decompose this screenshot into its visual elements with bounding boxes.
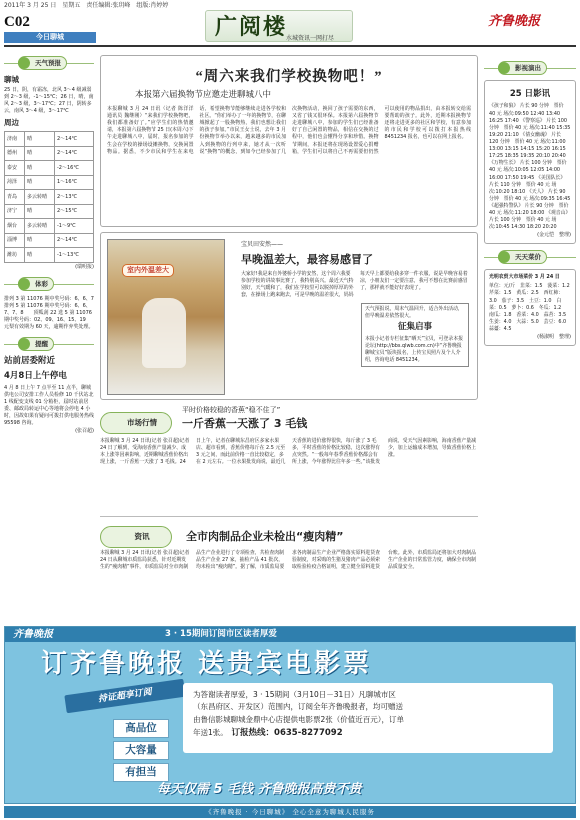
weather-condition: 晴: [25, 233, 55, 248]
left-column: [4, 50, 100, 435]
ad-top-stripe: [5, 627, 575, 642]
city-forecast: 25 日，阴，有霜冻，北风 3～4 级减弱到 2～3 级，-1～15℃；26 日，晴，南风 2～3 级，3～17℃；27 日，阴转多云，南风 3～4 级，3～17℃: [4, 87, 94, 115]
lottery-heading: 体彩: [4, 277, 94, 291]
city-name: 聊城: [4, 75, 19, 84]
article-kicker: 宝贝田安然——: [241, 241, 284, 248]
article-banana-price: [100, 402, 478, 514]
price-box: [484, 269, 576, 346]
ad-ribbon: 持证超享订阅: [64, 679, 185, 714]
weather-condition: 多云转晴: [25, 190, 55, 205]
weather-condition: 多云转晴: [25, 219, 55, 234]
date-line: 2011年 3 月 25 日 星期五 责任编辑:张玥峰 组版:肖婷婷: [4, 2, 169, 9]
weather-city: 烟台: [5, 219, 25, 234]
article-subheadline: 本报第六届换物节应邀走进聊城八中: [135, 89, 272, 100]
weather-icon: [18, 57, 30, 69]
weather-temp: 2～14℃: [55, 233, 94, 248]
ad-pill: 高品位: [113, 719, 169, 738]
reminder-heading: 提醒: [4, 337, 94, 351]
weather-city: 潍坊: [5, 248, 25, 263]
weather-row: [5, 248, 94, 263]
notice-source: (张召超): [75, 428, 94, 435]
article-headline: 一斤香蕉一天涨了 3 毛钱: [182, 417, 308, 430]
ad-slogan: 每天仅需 5 毛钱 齐鲁晚报高贵不贵: [157, 782, 362, 797]
column-slogan: 水城资讯一网打尽: [286, 35, 335, 42]
weather-city: 青岛: [5, 190, 25, 205]
subscription-ad: [4, 626, 576, 804]
weather-city: 泰安: [5, 161, 25, 176]
box-intro: 天气预报说，周末气温回升，适合外出活动，但早晚温差依然很大。: [365, 306, 463, 320]
article-headline: 早晚温差大，最容易感冒了: [241, 253, 373, 266]
price-heading: 天天菜价: [484, 250, 576, 264]
weather-temp: -1～9℃: [55, 219, 94, 234]
weather-temp: 1～16℃: [55, 175, 94, 190]
weather-condition: 晴: [25, 204, 55, 219]
weather-condition: 晴: [25, 175, 55, 190]
film-icon: [498, 62, 510, 74]
movie-title: 25 日影讯: [509, 89, 551, 99]
ad-info-line: 年送1张。: [193, 728, 225, 738]
ad-info-box: [183, 683, 553, 753]
weather-source: (瑞明报): [75, 263, 94, 270]
weather-row: [5, 132, 94, 147]
price-source: (杨淑明 整理): [537, 334, 571, 341]
notice-headline-2: 4月8日上午停电: [4, 370, 67, 381]
notice-body: 4 月 8 日上午 7 点半至 11 点半，聊城供电公司安排工作人员检修 10 千伏站北 1 线配变支线 01 分箱柜，届时站前居委、邮政局转运中心等地将会停电 4 小时，因故如果有疑问可拨打供电服务热线 95598 咨询。: [4, 385, 95, 427]
page-footer: 《齐鲁晚报 · 今日聊城》 全心全意为聊城人民服务: [4, 806, 576, 818]
movie-heading: 影视演出: [484, 61, 576, 75]
weather-row: [5, 233, 94, 248]
article-kicker: 平时价格较稳的香蕉“稳不住了”: [182, 406, 281, 414]
lottery-icon: [18, 278, 30, 290]
article-headline: 全市肉制品企业未检出“瘦肉精”: [186, 530, 344, 543]
notice-headline: 站前居委附近: [4, 355, 56, 366]
weather-condition: 晴: [25, 161, 55, 176]
weather-city: 济南: [5, 132, 25, 147]
article-cold-warning: [100, 232, 478, 400]
weather-row: [5, 146, 94, 161]
child-photo: [107, 239, 225, 395]
ad-headline: 订齐鲁晚报 送贵宾电影票: [41, 649, 373, 679]
section-name: 今日聊城: [4, 32, 96, 43]
nearby-heading: 周边: [4, 118, 19, 128]
article-meat-check: [100, 516, 478, 622]
weather-city: 淄博: [5, 233, 25, 248]
child-figure: [142, 298, 186, 368]
weather-temp: 2～14℃: [55, 132, 94, 147]
weather-temp: 2～13℃: [55, 190, 94, 205]
weather-temp: -1～13℃: [55, 248, 94, 263]
weather-row: [5, 219, 94, 234]
weather-temp: 2～14℃: [55, 146, 94, 161]
section-tag: 资讯: [100, 526, 172, 548]
weather-row: [5, 161, 94, 176]
article-body: 本报聊城 3 月 24 日讯(记者 张召超)记者 24 日了解到，受海南香蕉产量减少、成本上涨等因素影响，近期聊城香蕉价格出现上涨，一斤香蕉一天涨了 3 毛钱。24 日上午，记者在聊城东昌府区多家水果店、超市看到，香蕉价格每斤在 2.5 元至 3 元之间，而此前价格一直比较稳定，多在 2 元左右。一位水果批发商说，最近几天香蕉的进价涨得很快，每斤涨了 3 毛多，平时香蕉的价格比较稳，这次涨得有点突然。“一般每年春季香蕉价格都会有所上涨，今年涨得比往年多一些。”该批发商说，受天气因素影响，海南香蕉产量减少，加上运输成本增加，导致香蕉价格上涨。: [100, 438, 477, 466]
page-number: C02: [4, 14, 30, 30]
price-title: 光明农贸大市场菜价 3 月 24 日: [489, 274, 560, 281]
weather-heading: 天气预报: [4, 56, 94, 70]
box-title: 征集启事: [397, 322, 432, 333]
ad-hotline: 订报热线：0635-8277092: [231, 728, 343, 739]
weather-table: [4, 131, 94, 263]
newspaper-logo: 齐鲁晚报: [488, 13, 541, 28]
box-body: 本报小记者专栏征集“晒天”宝贝，可登录本报论坛(http://bbs.qlwb.com.cn)中“齐鲁晚报聊城宝贝”版块报名，上传宝贝照片及个人介绍，咨询电话 8451234。: [365, 335, 463, 363]
right-column: [484, 55, 576, 346]
price-list: 单位：元/斤 韭菜：1.5 菠菜：1.2 芹菜：1.5 黄瓜：2.5 西红柿：3.0 茄子：3.5 土豆：1.0 白菜：0.5 萝卜：0.6 冬瓜：1.2 南瓜：1.8 香菜：4.0 蒜苔：3.5 生姜：4.0 大蒜：5.0 芸豆：6.0 蒜薹：4.5: [489, 283, 575, 332]
movie-box: [484, 80, 576, 244]
article-body: 本报聊城 3 月 24 日讯(记者 张召超)记者 24 日从聊城市质监局获悉，针对近期发生的“瘦肉精”事件，市质监局对全市肉制品生产企业进行了专项检查，共检查肉制品生产企业 27 家，抽检产品 41 批次，均未检出“瘦肉精”。据了解，市质监局要求各肉制品生产企业严格落实原料进货查验制度，对采购的生猪及猪肉产品必须索取检验检疫合格证明，建立健全原料进货台账。此外，市质监局还将加大对肉制品生产企业的日常监管力度，确保全市肉制品质量安全。: [100, 550, 477, 571]
weather-city: 菏泽: [5, 175, 25, 190]
column-title: 广阅楼: [215, 14, 288, 39]
ad-brand: 齐鲁晚报: [13, 629, 53, 640]
ad-top-line: 3 · 15期间订阅市区读者厚爱: [165, 629, 277, 639]
article-body: 本报聊城 3 月 24 日讯（记者 陈洋洋 通讯员 魏继刚）“来我们学校换物吧，我们都准备好了。”应学生们的热情邀请，本报第六届换物节 25 日(本周六)下午走进聊城八中，届时，报名参加的学生会在学校的操场设摊换物，交换闲置物品。据悉，不少市民和学生在来电话，希望换物节能够继续走进各学校和社区。“你们举办了一年的换物节，在聊城掀起了一股换物热，我们也想让我们的孩子参加。”市民王女士说，去年 3 月份换物节举办以来，越来越多的市民加入到换物的行列中来，她才从一次听说“换物”的概念，到如今已经参加了几次换物活动，换回了孩子需要的东西，又省了钱又很环保。本报第六届换物节走进聊城八中，参加的学生们已经准备好了自己闲置的物品，相信在交换的过程中，他们也会懂得分享和珍惜。换物节期间，本报还将在现场设置爱心捐赠箱，学生们可以将自己不再需要但仍然可以使用的物品捐出，由本报转交给需要帮助的孩子。此外，近期本报换物节还将走进更多的社区和学校，有意参加的市民和学校可以拨打本报热线 8451234 报名，也可以在网上报名。: [107, 106, 471, 155]
header-divider: [4, 45, 576, 47]
weather-temp: -2～16℃: [55, 161, 94, 176]
call-for-entries-box: [361, 303, 469, 367]
weather-temp: 2～15℃: [55, 204, 94, 219]
weather-row: [5, 190, 94, 205]
section-tag: 市场行情: [100, 412, 172, 434]
ad-info-line: 由鲁信影城聊城金鼎中心店提供电影票2张（价值近百元），订单: [193, 714, 405, 724]
movie-source: (金元恺 整理): [537, 232, 571, 239]
ad-pill: 有担当: [113, 763, 169, 782]
weather-row: [5, 204, 94, 219]
article-body: 大家好!我是来自外婆桥小学的安然，这个周六我要参加学校的讲故事比赛了，我特别高兴。最近天气特别好，天气暖和了，我们在学校里可以脱掉厚厚的外套，在操场上跑来跑去，可是早晚的温差很大，妈妈每天早上都要给我多穿一件衣服，说是早晚容易着凉，小朋友们一定要注意，我可不想在比赛前感冒了，那样就不能好好表现了。: [241, 271, 468, 299]
weather-city: 济宁: [5, 204, 25, 219]
weather-city: 德州: [5, 146, 25, 161]
photo-caption: 室内外温差大: [122, 264, 174, 277]
ad-pill: 大容量: [113, 741, 169, 760]
article-swap-festival: [100, 55, 478, 227]
movie-listings: 《孩子和狼》 片长 90 分钟 票价 40 元 场次:09:50 12:40 13:40 16:25 17:40 《警察巡》 片长 100 分钟 票价 40 元 场次:11:40 15:35 19:20 21:10 《倩女幽魂》 片长 120 分钟 票价 40 元 场次:11:00 13:00 13:15 14:15 15:20 16:15 17:25 18:35 19:35 20:10 20:40 《万物生长》 片长 100 分钟 票价 40 元 场次:10:05 12:05 14:00 16:00 17:50 19:45 《美国队长》 片长 110 分钟 票价 40 元 场次:10:20 18:10 《天人》 片长 90 分钟 票价 40 元 场次:09:35 16:45 《超强特警队》 片长 90 分钟 票价 40 元 场次:11:20 18:00 《观音山》 片长 100 分钟 票价 40 元 场次:10:45 14:30 18:20 20:20: [489, 103, 571, 231]
weather-condition: 晴: [25, 146, 55, 161]
weather-row: [5, 175, 94, 190]
lottery-results: 排列 3 第 11076 期中奖号码：6、6、7 排列 5 第 11076 期中奖号码：6、6、7、7、8 顶呱刮 22 选 5 第 11076 期中奖号码：02、09、16、15、19 元梨有效期为 60 天，逾期作弃奖处理。: [4, 295, 100, 330]
weather-condition: 晴: [25, 132, 55, 147]
article-divider: [100, 516, 478, 517]
reminder-icon: [18, 338, 30, 350]
ad-info-line: （东昌府区、开发区）范围内，订阅全年齐鲁晚报者，均可赠送: [193, 702, 403, 712]
article-headline: “周六来我们学校换物吧！”: [195, 69, 383, 85]
ad-info-line: 为答谢读者厚爱，3 · 15期间（3月10日－31日）凡聊城市区: [193, 690, 396, 699]
weather-condition: 晴: [25, 248, 55, 263]
